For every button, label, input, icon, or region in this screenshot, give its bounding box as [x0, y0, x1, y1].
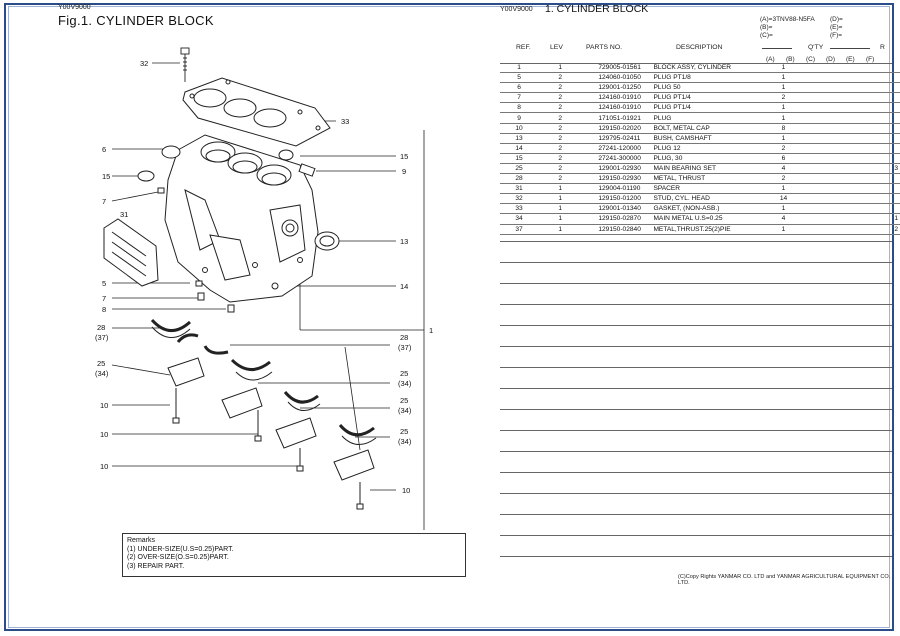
cell-ref: 28 [500, 174, 538, 184]
cell-qb [795, 143, 873, 153]
left-doc-code: Y00V9000 [58, 4, 91, 11]
cell-ref: 5 [500, 73, 538, 83]
cell-lev: 2 [538, 153, 582, 163]
cell-lev: 1 [538, 214, 582, 224]
cell-pno: 129150-01200 [582, 194, 653, 204]
cell-desc: PLUG 50 [653, 83, 772, 93]
copyright-line: (C)Copy Rights YANMAR CO. LTD and YANMAR AGRICULTURAL EQUIPMENT CO. LTD. [678, 574, 891, 586]
cell-qa: 1 [772, 184, 794, 194]
col-qty-a: (A) [766, 56, 775, 63]
parts-row [500, 83, 900, 93]
callout-10-a: 10 [100, 401, 109, 410]
col-r: R [880, 44, 885, 51]
cell-qb [795, 93, 873, 103]
cell-qr [872, 153, 900, 163]
callout-33: 33 [341, 117, 350, 126]
cell-ref: 6 [500, 83, 538, 93]
cell-qa: 1 [772, 63, 794, 73]
cell-desc: METAL,THRUST.25(2)PIE [653, 224, 772, 234]
cell-ref: 34 [500, 214, 538, 224]
cell-desc: PLUG 12 [653, 143, 772, 153]
cell-qr [872, 123, 900, 133]
cell-pno: 171051-01921 [582, 113, 653, 123]
parts-row [500, 73, 900, 83]
callout-5: 5 [102, 279, 107, 288]
cell-ref: 7 [500, 93, 538, 103]
parts-row [500, 194, 900, 204]
parts-row [500, 113, 900, 123]
cell-qr: 3 [872, 163, 900, 173]
remarks-line-2: (2) OVER-SIZE(O.S=0.25)PART. [127, 554, 229, 561]
callout-34-left: (34) [95, 369, 109, 378]
callout-10-c: 10 [100, 462, 109, 471]
cell-qr [872, 63, 900, 73]
cell-desc: MAIN BEARING SET [653, 163, 772, 173]
remarks-title: Remarks [127, 537, 156, 544]
parts-row [500, 153, 900, 163]
cell-desc: PLUG PT1/4 [653, 103, 772, 113]
cell-desc: GASKET, (NON-ASB.) [653, 204, 772, 214]
cell-qr [872, 174, 900, 184]
col-qty: Q'TY [808, 44, 824, 51]
cell-pno: 129150-02870 [582, 214, 653, 224]
model-c: (C)= [760, 32, 773, 39]
cell-qa: 2 [772, 143, 794, 153]
col-lev: LEV [550, 44, 563, 51]
cell-qr [872, 204, 900, 214]
col-ref: REF. [516, 44, 531, 51]
section-title: 1. CYLINDER BLOCK [545, 3, 649, 15]
cell-pno: 129001-02930 [582, 163, 653, 173]
cell-qa: 1 [772, 73, 794, 83]
callout-34-right-a: (34) [398, 379, 412, 388]
col-parts-no: PARTS NO. [586, 44, 623, 51]
cell-desc: METAL, THRUST [653, 174, 772, 184]
callout-25-right-b: 25 [400, 396, 409, 405]
cell-qb [795, 204, 873, 214]
cell-ref: 8 [500, 103, 538, 113]
cell-pno: 729005-01561 [582, 63, 653, 73]
callout-28-right: 28 [400, 333, 409, 342]
cell-lev: 1 [538, 194, 582, 204]
cell-qr: 1 [872, 214, 900, 224]
cell-qb [795, 214, 873, 224]
callout-13: 13 [400, 237, 409, 246]
cell-ref: 1 [500, 63, 538, 73]
cell-qr [872, 83, 900, 93]
cell-ref: 14 [500, 143, 538, 153]
cell-desc: PLUG PT1/8 [653, 73, 772, 83]
col-qty-f: (F) [866, 56, 875, 63]
cell-desc: BLOCK ASSY, CYLINDER [653, 63, 772, 73]
cell-qa: 4 [772, 214, 794, 224]
cell-lev: 2 [538, 123, 582, 133]
cell-qa: 1 [772, 103, 794, 113]
cell-lev: 1 [538, 63, 582, 73]
parts-row [500, 184, 900, 194]
cell-qr [872, 73, 900, 83]
parts-row [500, 224, 900, 234]
cell-desc: PLUG PT1/4 [653, 93, 772, 103]
cell-qa: 8 [772, 123, 794, 133]
cell-qb [795, 133, 873, 143]
cell-qr: 2 [872, 224, 900, 234]
callout-28-left: 28 [97, 323, 106, 332]
cell-ref: 31 [500, 184, 538, 194]
cell-qr [872, 143, 900, 153]
cell-qb [795, 123, 873, 133]
cell-qa: 2 [772, 93, 794, 103]
cell-pno: 27241-300000 [582, 153, 653, 163]
cell-lev: 2 [538, 113, 582, 123]
model-d: (D)= [830, 16, 843, 23]
callout-31: 31 [120, 210, 129, 219]
cell-desc: STUD, CYL. HEAD [653, 194, 772, 204]
cell-qr [872, 113, 900, 123]
cell-qb [795, 163, 873, 173]
cell-qb [795, 153, 873, 163]
cell-pno: 27241-120000 [582, 143, 653, 153]
cell-pno: 129004-01190 [582, 184, 653, 194]
parts-row [500, 133, 900, 143]
cell-qa: 1 [772, 83, 794, 93]
callout-10-b: 10 [100, 430, 109, 439]
callout-25-right-a: 25 [400, 369, 409, 378]
callout-34-right-c: (34) [398, 437, 412, 446]
model-a: (A)=3TNV88-N5FA [760, 16, 815, 23]
cell-lev: 2 [538, 93, 582, 103]
cell-lev: 2 [538, 83, 582, 93]
callout-25-left: 25 [97, 359, 106, 368]
cell-qr [872, 184, 900, 194]
figure-title: Fig.1. CYLINDER BLOCK [58, 13, 214, 28]
parts-row [500, 163, 900, 173]
cell-ref: 37 [500, 224, 538, 234]
parts-row [500, 174, 900, 184]
parts-table [500, 63, 900, 235]
cell-qa: 6 [772, 153, 794, 163]
cell-lev: 2 [538, 73, 582, 83]
cell-lev: 2 [538, 133, 582, 143]
cell-qa: 14 [772, 194, 794, 204]
cell-qb [795, 63, 873, 73]
callout-1: 1 [429, 326, 434, 335]
cell-ref: 33 [500, 204, 538, 214]
cell-lev: 1 [538, 204, 582, 214]
callout-37-right: (37) [398, 343, 412, 352]
cell-pno: 124160-01910 [582, 93, 653, 103]
remarks-box [122, 533, 466, 577]
remarks-line-1: (1) UNDER-SIZE(U.S=0.25)PART. [127, 545, 234, 553]
cell-desc: PLUG [653, 113, 772, 123]
cell-pno: 129150-02840 [582, 224, 653, 234]
callout-37-left: (37) [95, 333, 109, 342]
cell-lev: 1 [538, 224, 582, 234]
cell-pno: 124160-01910 [582, 103, 653, 113]
cell-qb [795, 184, 873, 194]
cell-desc: PLUG, 30 [653, 153, 772, 163]
callout-8: 8 [102, 305, 107, 314]
parts-row [500, 123, 900, 133]
cell-qa: 1 [772, 113, 794, 123]
cell-ref: 25 [500, 163, 538, 173]
callout-14: 14 [400, 282, 409, 291]
cell-qr [872, 103, 900, 113]
callout-32: 32 [140, 59, 149, 68]
col-qty-d: (D) [826, 56, 836, 63]
cell-qa: 1 [772, 224, 794, 234]
parts-row [500, 63, 900, 73]
cell-pno: 124060-01050 [582, 73, 653, 83]
cell-qb [795, 224, 873, 234]
cell-pno: 129150-02020 [582, 123, 653, 133]
cell-pno: 129001-01340 [582, 204, 653, 214]
col-qty-c: (C) [806, 56, 816, 63]
parts-row [500, 143, 900, 153]
cell-qa: 4 [772, 163, 794, 173]
model-b: (B)= [760, 24, 773, 31]
remarks-line-3: (3) REPAIR PART. [127, 562, 185, 570]
callout-15-left: 15 [102, 172, 111, 181]
parts-row [500, 204, 900, 214]
callout-25-right-c: 25 [400, 427, 409, 436]
cell-qb [795, 103, 873, 113]
parts-row [500, 214, 900, 224]
cell-lev: 2 [538, 163, 582, 173]
cell-qa: 1 [772, 133, 794, 143]
cell-ref: 15 [500, 153, 538, 163]
qty-rule-right [830, 48, 870, 49]
cell-qr [872, 133, 900, 143]
cell-qb [795, 113, 873, 123]
col-qty-b: (B) [786, 56, 795, 63]
callout-6: 6 [102, 145, 107, 154]
cell-ref: 9 [500, 113, 538, 123]
callout-34-right-b: (34) [398, 406, 412, 415]
parts-row [500, 93, 900, 103]
cell-desc: BUSH, CAMSHAFT [653, 133, 772, 143]
right-doc-code: Y00V9000 [500, 6, 533, 13]
cell-pno: 129150-02930 [582, 174, 653, 184]
cell-desc: SPACER [653, 184, 772, 194]
cell-qr [872, 93, 900, 103]
exploded-parts-diagram [0, 0, 460, 530]
parts-row [500, 103, 900, 113]
cell-qb [795, 194, 873, 204]
cell-pno: 129795-02411 [582, 133, 653, 143]
callout-15-right: 15 [400, 152, 409, 161]
cell-lev: 2 [538, 103, 582, 113]
cell-lev: 2 [538, 174, 582, 184]
col-qty-e: (E) [846, 56, 855, 63]
model-e: (E)= [830, 24, 843, 31]
cell-ref: 13 [500, 133, 538, 143]
cell-qb [795, 174, 873, 184]
callout-9: 9 [402, 167, 407, 176]
cell-qb [795, 73, 873, 83]
cell-qr [872, 194, 900, 204]
callout-7-top: 7 [102, 197, 107, 206]
callout-10-d: 10 [402, 486, 411, 495]
cell-desc: BOLT, METAL CAP [653, 123, 772, 133]
qty-rule-left [762, 48, 792, 49]
cell-qa: 1 [772, 204, 794, 214]
col-description: DESCRIPTION [676, 44, 723, 51]
cell-pno: 129001-01250 [582, 83, 653, 93]
cell-lev: 2 [538, 143, 582, 153]
cell-qa: 2 [772, 174, 794, 184]
cell-ref: 32 [500, 194, 538, 204]
cell-qb [795, 83, 873, 93]
model-f: (F)= [830, 32, 843, 39]
callout-7-bottom: 7 [102, 294, 107, 303]
cell-ref: 10 [500, 123, 538, 133]
cell-desc: MAIN METAL U.S=0.25 [653, 214, 772, 224]
cell-lev: 1 [538, 184, 582, 194]
